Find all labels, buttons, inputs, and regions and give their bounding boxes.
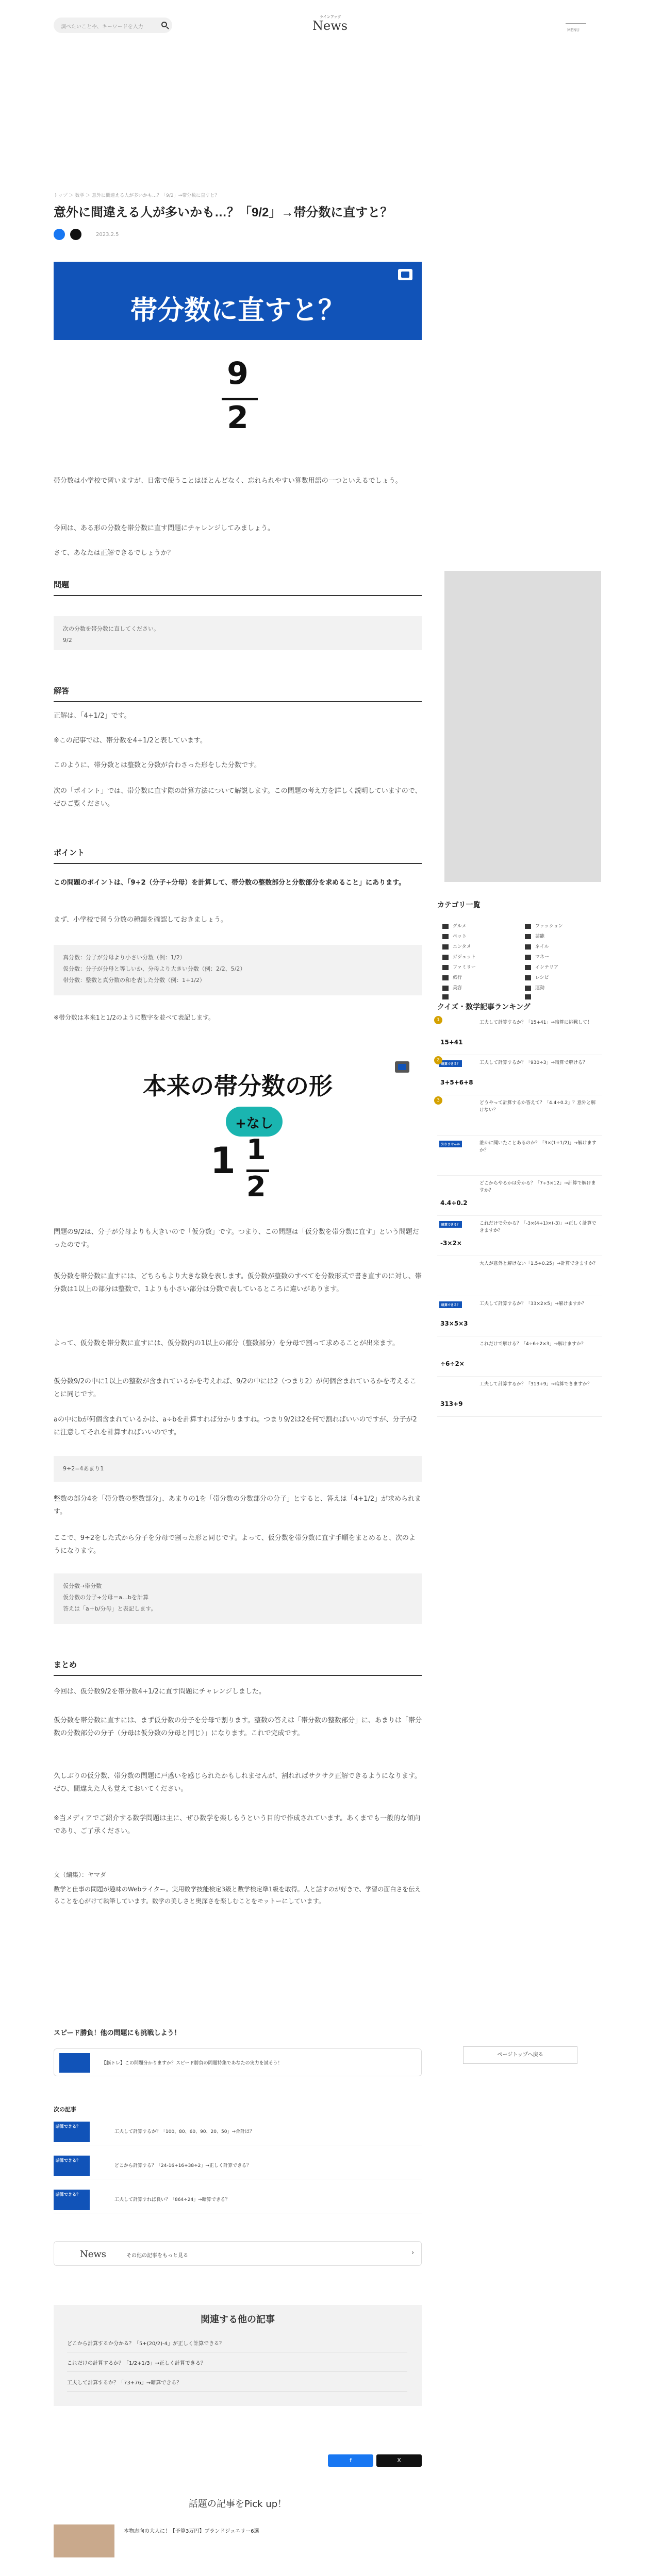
related-item[interactable]: これだけの計算するか？「1/2+1/3」→正しく計算できる？ [67,2359,407,2372]
ranking-item[interactable] [437,1297,602,1336]
ranking-eq: ÷6÷2× [440,1360,465,1367]
mixed-numerator: 1 [246,1133,266,1166]
pickup-title[interactable]: 本物志向の大人に！【予算3万円】ブランドジュエリー6選 [124,2529,259,2534]
ranking-thumb [437,1099,472,1128]
category-icon [525,994,531,999]
category-label: ファッション [535,924,563,929]
ranking-thumb [437,1180,472,1209]
next-heading: 次の記事 [54,2106,76,2113]
news-more-text: その他の記事をもっと見る [126,2253,188,2259]
category-item[interactable] [525,953,549,960]
summary-4: ※当メディアでご紹介する数学問題は主に、ぜひ数学を楽しもうという目的で作成されています。あくまでも一般的な傾向であり、ご了承ください。 [54,1815,421,1835]
ranking-thumb [437,1381,472,1410]
category-label: レシピ [535,975,549,980]
question-value: 9/2 [63,637,72,643]
category-label: 旅行 [453,975,462,980]
ranking-thumb [437,1300,472,1329]
menu-button[interactable]: MENU [567,28,580,32]
body-4: 仮分数9/2の中に1以上の整数が含まれているかを考えれば、9/2の中には2（つまり2）が何個含まれているかを考えることに同じです。 [54,1378,417,1398]
rank-number: 3 [434,1096,442,1105]
news-more-link[interactable] [54,2241,422,2266]
ranking-label: 暗算できる？ [439,1301,462,1308]
category-icon [442,924,449,929]
ranking-text: 大人が意外と解けない「1.5÷0.25」→計算できますか？ [479,1261,598,1266]
ranking-eq: -3×2× [440,1240,462,1247]
answer-3: このように、帯分数とは整数と分数が合わさった形をした分数です。 [54,761,261,769]
next-text: 工夫して計算すれば良い？「864÷24」→暗算できる？ [114,2197,230,2202]
category-item[interactable] [442,943,471,950]
next-item[interactable] [54,2187,422,2213]
category-item[interactable] [525,974,549,980]
ranking-item[interactable] [437,1257,602,1296]
category-icon [525,944,531,950]
ranking-text: 工夫して計算するか？「33×2×5」→解けますか？ [479,1301,587,1307]
calc-box [54,1456,422,1482]
speed-thumb [59,2053,90,2073]
category-label: グルメ [453,924,467,929]
ranking-eq: 15+41 [440,1039,463,1046]
calc-text: 9÷2=4あまり1 [63,1465,104,1472]
category-label: 芸能 [535,934,545,939]
summary-2: 仮分数を帯分数に直すには、まず仮分数の分子を分母で割ります。整数の答えは「帯分数の整数部分」に、あまりは「帯分数の分数部分の分子（分母は仮分数の分母と同じ）」になります。これで完成です。 [54,1717,422,1737]
category-icon [442,965,449,970]
category-heading: カテゴリ一覧 [437,901,481,909]
nashi-badge: +なし [226,1107,283,1137]
ranking-thumb [437,1341,472,1369]
related-item[interactable]: どこから計算するか分かる？「5+(20/2)-4」が正しく計算できる？ [67,2339,407,2352]
category-icon [442,955,449,960]
page-title: 意外に間違える人が多いかも…？「9/2」→帯分数に直すと？ [54,206,393,219]
body-7: ここで、9÷2をした式から分子を分母で割った形と同じです。よって、仮分数を帯分数に直す手順をまとめると、次のようになります。 [54,1534,416,1555]
category-item[interactable] [525,963,558,970]
category-item[interactable] [442,933,467,939]
ranking-label: 知りませんか [439,1141,462,1147]
mixed-whole: 1 [210,1140,236,1182]
point-1: この問題のポイントは、「9÷2（分子÷分母）を計算して、帯分数の整数部分と分数部分を求めること」にあります。 [54,879,406,887]
ranking-thumb [437,1140,472,1168]
step-3: 答えは「a＋b/分母」と表記します。 [63,1605,157,1612]
camera-icon [395,1061,409,1073]
next-text: どこから計算する？「24-16+16+38÷2」→正しく計算できる？ [114,2163,251,2168]
ranking-label: 暗算できる？ [439,1060,462,1067]
body-6: 整数の部分4を「帯分数の整数部分」、あまりの1を「帯分数の分数部分の分子」とすると、答えは「4+1/2」が求められます。 [54,1495,422,1516]
category-icon [442,944,449,950]
logo-text: News [312,19,348,33]
ranking-item[interactable] [437,1177,602,1216]
figure-title: 本来の帯分数の形 [143,1072,333,1100]
search-placeholder: 調べたいことや、キーワードを入力 [61,24,143,30]
category-icon [442,986,449,991]
point-heading: ポイント [54,847,422,864]
next-item[interactable] [54,2153,422,2179]
chevron-right-icon: › [411,2249,414,2256]
category-icon [525,965,531,970]
logo-sup: ラインアップ [320,15,341,19]
related-item[interactable]: 工夫して計算するか？「73+76」→暗算できる？ [67,2378,407,2392]
answer-heading: 解答 [54,685,422,702]
news-logo: News [80,2249,107,2260]
body-3: よって、仮分数を帯分数に直すには、仮分数内の1以上の部分（整数部分）を分母で割って求めることが出来ます。 [54,1340,399,1347]
category-item[interactable] [525,922,563,929]
ranking-text: これだけで解ける？「4÷6÷2×3」→解けますか？ [479,1342,586,1347]
category-label: ファミリー [453,965,476,970]
category-label: 美容 [453,986,462,991]
question-heading: 問題 [54,579,422,596]
ranking-label: 暗算できる？ [439,1221,462,1228]
site-logo[interactable] [312,15,348,33]
speed-card[interactable] [54,2048,422,2076]
ad-placeholder[interactable] [444,571,601,882]
category-icon [525,975,531,980]
type-mixed: 帯分数：整数と真分数の和を表した分数（例：1+1/2） [63,977,205,984]
answer-4: 次の「ポイント」では、帯分数に直す際の計算方法について解説します。この問題の考え方を詳しく説明していますので、ぜひご覧ください。 [54,787,422,808]
answer-2: ※この記事では、帯分数を4+1/2と表しています。 [54,737,207,744]
speed-heading: スピード勝負！他の問題にも挑戦しよう！ [54,2029,181,2037]
ranking-eq: 3+5+6+8 [440,1079,473,1086]
back-to-top-button[interactable]: ページトップへ戻る [463,2046,577,2064]
category-item[interactable] [525,933,544,939]
step-1: 仮分数→帯分数 [63,1583,102,1589]
question-text: 次の分数を帯分数に直してください。 [63,625,159,632]
point-note: ※帯分数は本来1と1/2のように数字を並べて表記します。 [54,1014,215,1021]
category-item[interactable] [442,963,476,970]
ranking-thumb [437,1220,472,1249]
category-icon [525,924,531,929]
category-item[interactable] [442,994,453,1000]
x-share-label: X [397,2457,401,2464]
ranking-heading: クイズ・数学記事ランキング [437,1003,531,1011]
answer-1: 正解は、「4+1/2」です。 [54,712,131,720]
mixed-denominator: 2 [246,1171,266,1203]
fraction-denominator: 2 [227,400,249,436]
ranking-text: どこからやるかは分かる？「7÷3×12」→計算で解けますか？ [479,1181,596,1194]
related-heading: 関連する他の記事 [201,2314,275,2325]
ranking-eq: 4.4÷0.2 [440,1199,468,1207]
category-item[interactable] [442,922,466,929]
facebook-share-button[interactable] [328,2454,373,2467]
category-item[interactable] [525,943,549,950]
ranking-thumb [437,1019,472,1048]
search-icon[interactable] [161,22,167,27]
next-thumb: 暗算できる？ [54,2122,90,2142]
publish-date: 2023.2.5 [96,232,119,238]
ranking-item[interactable] [437,1378,602,1417]
ranking-text: これだけで分かる？「-3×(4+1)×(-3)」→正しく計算できますか？ [479,1221,597,1234]
intro-2: 今回は、ある形の分数を帯分数に直す問題にチャレンジしてみましょう。 [54,524,274,532]
ranking-text: 工夫して計算するか？「15+41」→暗算に挑戦して！ [479,1020,592,1025]
ranking-item[interactable] [437,1137,602,1176]
next-thumb: 暗算できる？ [54,2156,90,2176]
ranking-item[interactable] [437,1337,602,1377]
summary-3: 久しぶりの仮分数、帯分数の問題に戸惑いを感じられたかもしれませんが、割れればサクサク正解できるようになります。ぜひ、間違えた人も覚えておいてください。 [54,1772,421,1793]
facebook-icon[interactable] [54,229,65,240]
category-label: ペット [453,934,467,939]
fraction-numerator: 9 [227,355,249,392]
facebook-share-label: f [350,2457,352,2464]
category-icon [525,955,531,960]
hero-text: 帯分数に直すと？ [130,295,345,326]
category-label: ネイル [535,944,549,950]
camera-icon [398,269,412,280]
category-label: ガジェット [453,955,476,960]
pickup-thumb[interactable] [54,2524,114,2557]
type-proper: 真分数：分子が分母より小さい分数（例：1/2） [63,954,186,961]
x-share-button[interactable] [376,2454,422,2467]
author-bio: 数学と仕事の問題が趣味のWebライター。実用数学技能検定3級と数学検定準1級を取得。人と話すのが好きで、学習の面白さを伝えることを心がけて執筆しています。数学の美しさと奥深さを楽しむことをモットーにしています。 [54,1886,421,1905]
rank-number: 1 [434,1016,442,1024]
point-2: まず、小学校で習う分数の種類を確認しておきましょう。 [54,916,227,924]
ranking-eq: 313+9 [440,1400,463,1408]
category-item[interactable] [442,974,462,980]
category-item[interactable] [442,984,462,991]
next-item[interactable] [54,2119,422,2145]
breadcrumb[interactable]: トップ ＞ 数学 ＞ 意外に間違える人が多いかも…？「9/2」→帯分数に直すと？ [54,193,220,198]
ranking-item[interactable] [437,1096,602,1136]
fraction-types-box [54,945,422,995]
question-box [54,616,422,650]
category-item[interactable] [525,994,535,1000]
author-label: 文（編集）：ヤマダ [54,1871,107,1878]
category-label: マネー [535,955,550,960]
ranking-text: 工夫して計算するか？「930÷3」→暗算で解ける？ [479,1060,587,1065]
rank-number: 2 [434,1056,442,1064]
ranking-eq: 33×5×3 [440,1320,468,1327]
category-icon [525,934,531,939]
category-item[interactable] [442,953,476,960]
category-label: エンタメ [453,944,471,950]
ranking-thumb [437,1260,472,1289]
category-icon [442,994,449,999]
next-thumb: 暗算できる？ [54,2190,90,2210]
category-icon [442,975,449,980]
category-label: インテリア [535,965,559,970]
ranking-text: 誰かに聞いたことあるのか？「3×(1+1/2)」→解けますか？ [479,1141,597,1154]
category-icon [442,934,449,939]
category-icon [525,986,531,991]
steps-box [54,1573,422,1624]
summary-1: 今回は、仮分数9/2を帯分数4+1/2に直す問題にチャレンジしました。 [54,1688,266,1696]
next-text: 工夫して計算するか？「100、80、60、90、20、50」→合計は？ [114,2129,254,2134]
intro-3: さて、あなたは正解できるでしょうか？ [54,549,174,557]
category-label: 運動 [535,986,545,991]
ranking-item[interactable] [437,1016,602,1055]
ranking-item[interactable] [437,1217,602,1256]
ranking-thumb [437,1059,472,1088]
x-icon[interactable] [70,229,81,240]
body-2: 仮分数を帯分数に直すには、どちらもより大きな数を表します。仮分数が整数のすべてを分数形式で書き直すのに対し、帯分数は1以上の部分は整数で、1よりも小さい部分は分数で表しているところに違いがあります。 [54,1273,422,1293]
search-input[interactable] [54,18,172,33]
body-1: 問題の9/2は、分子が分母よりも大きいので「仮分数」です。つまり、この問題は「仮分数を帯分数に直す」という問題だったのです。 [54,1228,419,1249]
ranking-text: どうやって計算するか答えて？「4.4÷0.2」？意外と解けない？ [479,1100,596,1113]
summary-heading: まとめ [54,1659,422,1676]
category-item[interactable] [525,984,544,991]
pickup-heading: 話題の記事をPick up！ [188,2499,287,2510]
ranking-text: 工夫して計算するか？「313+9」→暗算できますか？ [479,1382,592,1387]
body-5: aの中にbが何個含まれているかは、a÷bを計算すれば分かりますね。つまり9/2は2を何で割ればいいのですが、分子が2に注意してそれを計算すればいいのです。 [54,1416,417,1436]
intro-1: 帯分数は小学校で習いますが、日常で使うことはほとんどなく、忘れられやすい算数用語の一つといえるでしょう。 [54,477,402,485]
ranking-item[interactable] [437,1056,602,1095]
type-improper: 仮分数：分子が分母と等しいか、分母より大きい分数（例：2/2、5/2） [63,965,246,972]
speed-text: 【脳トレ】この問題分かりますか？スピード勝負の問題特集であなたの実力を試そう！ [102,2061,283,2066]
step-2: 仮分数の分子÷分母＝a…bを計算 [63,1594,148,1601]
